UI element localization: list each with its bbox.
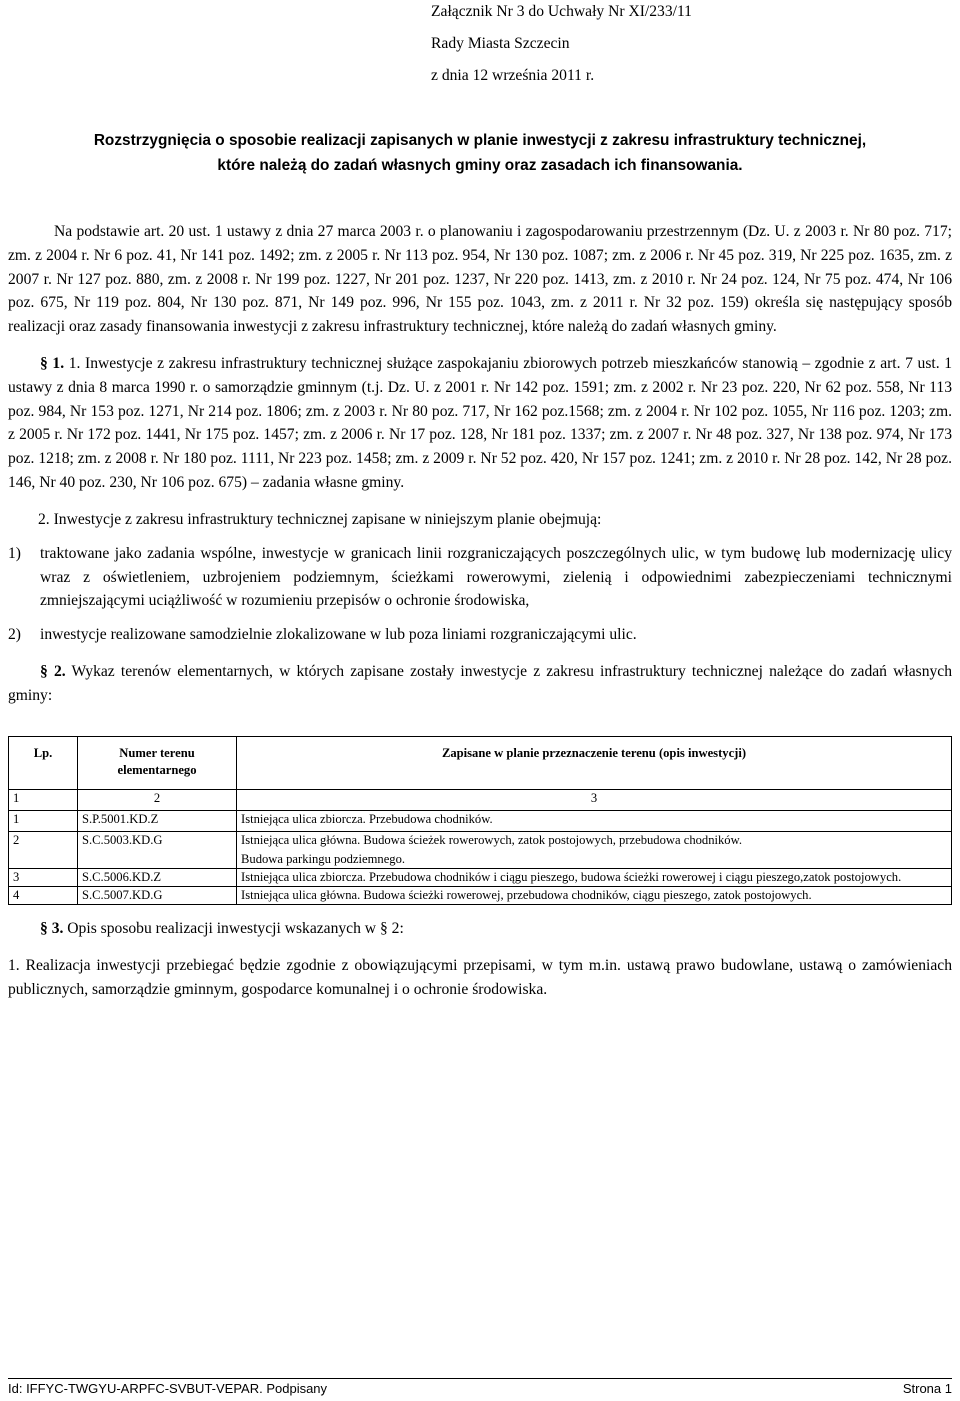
row-area-number: S.C.5007.KD.G (78, 887, 237, 905)
index-cell-2: 2 (78, 790, 237, 811)
section-1-paragraph-2: 2. Inwestycje z zakresu infrastruktury technicznej zapisane w niniejszym planie obejmują: (38, 511, 602, 528)
row-lp: 4 (9, 887, 78, 905)
section-1-paragraph-1 (8, 352, 952, 495)
row-description (237, 832, 952, 869)
section-3-mark: § 3. (40, 920, 64, 937)
attachment-header (431, 2, 951, 98)
title-line-1: Rozstrzygnięcia o sposobie realizacji zapisanych w planie inwestycji z zakresu infrastruktury technicznej, (93, 132, 867, 149)
index-cell-3: 3 (237, 790, 952, 811)
investment-table (8, 736, 952, 905)
section-2-paragraph (8, 660, 952, 708)
list-item-1 (8, 542, 952, 613)
section-3-heading (8, 917, 952, 941)
section-1-p1-text: Inwestycje z zakresu infrastruktury technicznej służące zaspokajaniu zbiorowych potrzeb mieszkańców stanowią – zgodnie z art. 7 ust. 1 ustawy z dnia 8 marca 1990 r. o samorządzie gminnym (t.j. Dz. U. z 2001 r. Nr 142 poz. 1591; zm. z 2002 r. Nr 23 poz. 220, Nr 62 poz. 558, Nr 113 poz. 984, Nr 153 poz. 1271, Nr 214 poz. 1806; zm. z 2003 r. Nr 80 poz. 717, Nr 162 poz.1568; zm. z 2004 r. Nr 102 poz. 1055, Nr 116 poz. 1203; zm. z 2005 r. Nr 172 poz. 1441, Nr 175 poz. 1457; zm. z 2006 r. Nr 17 poz. 128, Nr 181 poz. 1337; zm. z 2007 r. Nr 48 poz. 327, Nr 138 poz. 974, Nr 173 poz. 1218; zm. z 2008 r. Nr 180 poz. 1111, Nr 223 poz. 1458; zm. z 2009 r. Nr 52 poz. 420, Nr 157 poz. 1241; zm. z 2010 r. Nr 28 poz. 142, Nr 28 poz. 146, Nr 40 poz. 230, Nr 106 poz. 675) – zadania własne gminy. (8, 355, 953, 491)
table-row (9, 832, 952, 869)
row-lp: 3 (9, 869, 78, 887)
header-area-number: Numer terenu elementarnego (78, 737, 237, 790)
document-title (8, 128, 952, 178)
row-lp: 2 (9, 832, 78, 869)
footer-divider (8, 1378, 952, 1379)
index-cell-1: 1 (9, 790, 78, 811)
section-3-paragraph-1: 1. Realizacja inwestycji przebiegać będzie zgodnie z obowiązującymi przepisami, w tym m.in. ustawą prawo budowlane, ustawą o zamówieniach publicznych, samorządzie gminnym, gospodarce komunalnej i o ochronie środowiska. (8, 957, 952, 998)
row-description-line-2: Budowa parkingu podziemnego. (241, 852, 406, 866)
section-2-text: Wykaz terenów elementarnych, w których zapisane zostały inwestycje z zakresu infrastruktury technicznej należące do zadań własnych gminy: (8, 663, 953, 704)
row-area-number: S.C.5003.KD.G (78, 832, 237, 869)
header-lp: Lp. (9, 737, 78, 790)
footer-page-number: Strona 1 (902, 1381, 952, 1396)
header-description: Zapisane w planie przeznaczenie terenu (opis inwestycji) (237, 737, 952, 790)
section-2-mark: § 2. (40, 663, 66, 680)
footer-document-id: Id: IFFYC-TWGYU-ARPFC-SVBUT-VEPAR. Podpisany (8, 1381, 328, 1396)
table-row (9, 887, 952, 905)
section-3-text: Opis sposobu realizacji inwestycji wskazanych w § 2: (67, 920, 404, 937)
row-description: Istniejąca ulica główna. Budowa ścieżki rowerowej, przebudowa chodników, ciągu pieszego, zatok postojowych. (237, 887, 952, 905)
table-index-row (9, 790, 952, 811)
table-row (9, 811, 952, 832)
list-item-2-number: 2) (8, 626, 21, 643)
row-area-number: S.P.5001.KD.Z (78, 811, 237, 832)
list-item-1-text: traktowane jako zadania wspólne, inwestycje w granicach linii rozgraniczających poszczególnych ulic, w tym budowę lub modernizację ulicy wraz z oświetleniem, uzbrojeniem podziemnym, ścieżkami rowerowymi, zielenią i odpowiednimi zabezpieczeniami technicznymi zmniejszającymi uciążliwość w rozumieniu przepisów o ochronie środowiska, (40, 545, 952, 610)
header-line-3: z dnia 12 września 2011 r. (431, 67, 595, 84)
list-item-1-number: 1) (8, 545, 21, 562)
row-lp: 1 (9, 811, 78, 832)
header-line-2: Rady Miasta Szczecin (431, 35, 570, 52)
list-item-2-text: inwestycje realizowane samodzielnie zlokalizowane w lub poza liniami rozgraniczającymi ulic. (40, 626, 637, 643)
header-line-1: Załącznik Nr 3 do Uchwały Nr XI/233/11 (431, 3, 692, 20)
row-description: Istniejąca ulica zbiorcza. Przebudowa chodników. (237, 811, 952, 832)
row-description: Istniejąca ulica zbiorcza. Przebudowa chodników i ciągu pieszego, budowa ścieżki rowerowej i ciągu pieszego,zatok postojowych. (237, 869, 952, 887)
list-item-2 (8, 623, 952, 647)
table-row (9, 869, 952, 887)
title-line-2: które należą do zadań własnych gminy oraz zasadach ich finansowania. (217, 157, 743, 174)
table-header-row (9, 737, 952, 790)
section-1-p1-number: 1. (68, 355, 81, 372)
intro-paragraph: Na podstawie art. 20 ust. 1 ustawy z dnia 27 marca 2003 r. o planowaniu i zagospodarowaniu przestrzennym (Dz. U. z 2003 r. Nr 80 poz. 717; zm. z 2004 r. Nr 6 poz. 41, Nr 141 poz. 1492; zm. z 2005 r. Nr 113 poz. 954, Nr 130 poz. 1087; zm. z 2006 r. Nr 45 poz. 319, Nr 225 poz. 1635, zm. z 2007 r. Nr 127 poz. 880, zm. z 2008 r. Nr 199 poz. 1227, Nr 201 poz. 1237, Nr 220 poz. 1413, zm. z 2010 r. Nr 24 poz. 124, Nr 75 poz. 474, Nr 106 poz. 675, Nr 119 poz. 804, Nr 130 poz. 871, Nr 149 poz. 996, Nr 155 poz. 1043, zm. z 2011 r. Nr 32 poz. 159) określa się następujący sposób realizacji oraz zasady finansowania inwestycji z zakresu infrastruktury technicznej, które należą do zadań własnych gminy. (8, 223, 952, 336)
row-description-line-1: Istniejąca ulica główna. Budowa ścieżek rowerowych, zatok postojowych, przebudowa chodników. (241, 833, 743, 847)
section-1-mark: § 1. (40, 355, 65, 372)
row-area-number: S.C.5006.KD.Z (78, 869, 237, 887)
